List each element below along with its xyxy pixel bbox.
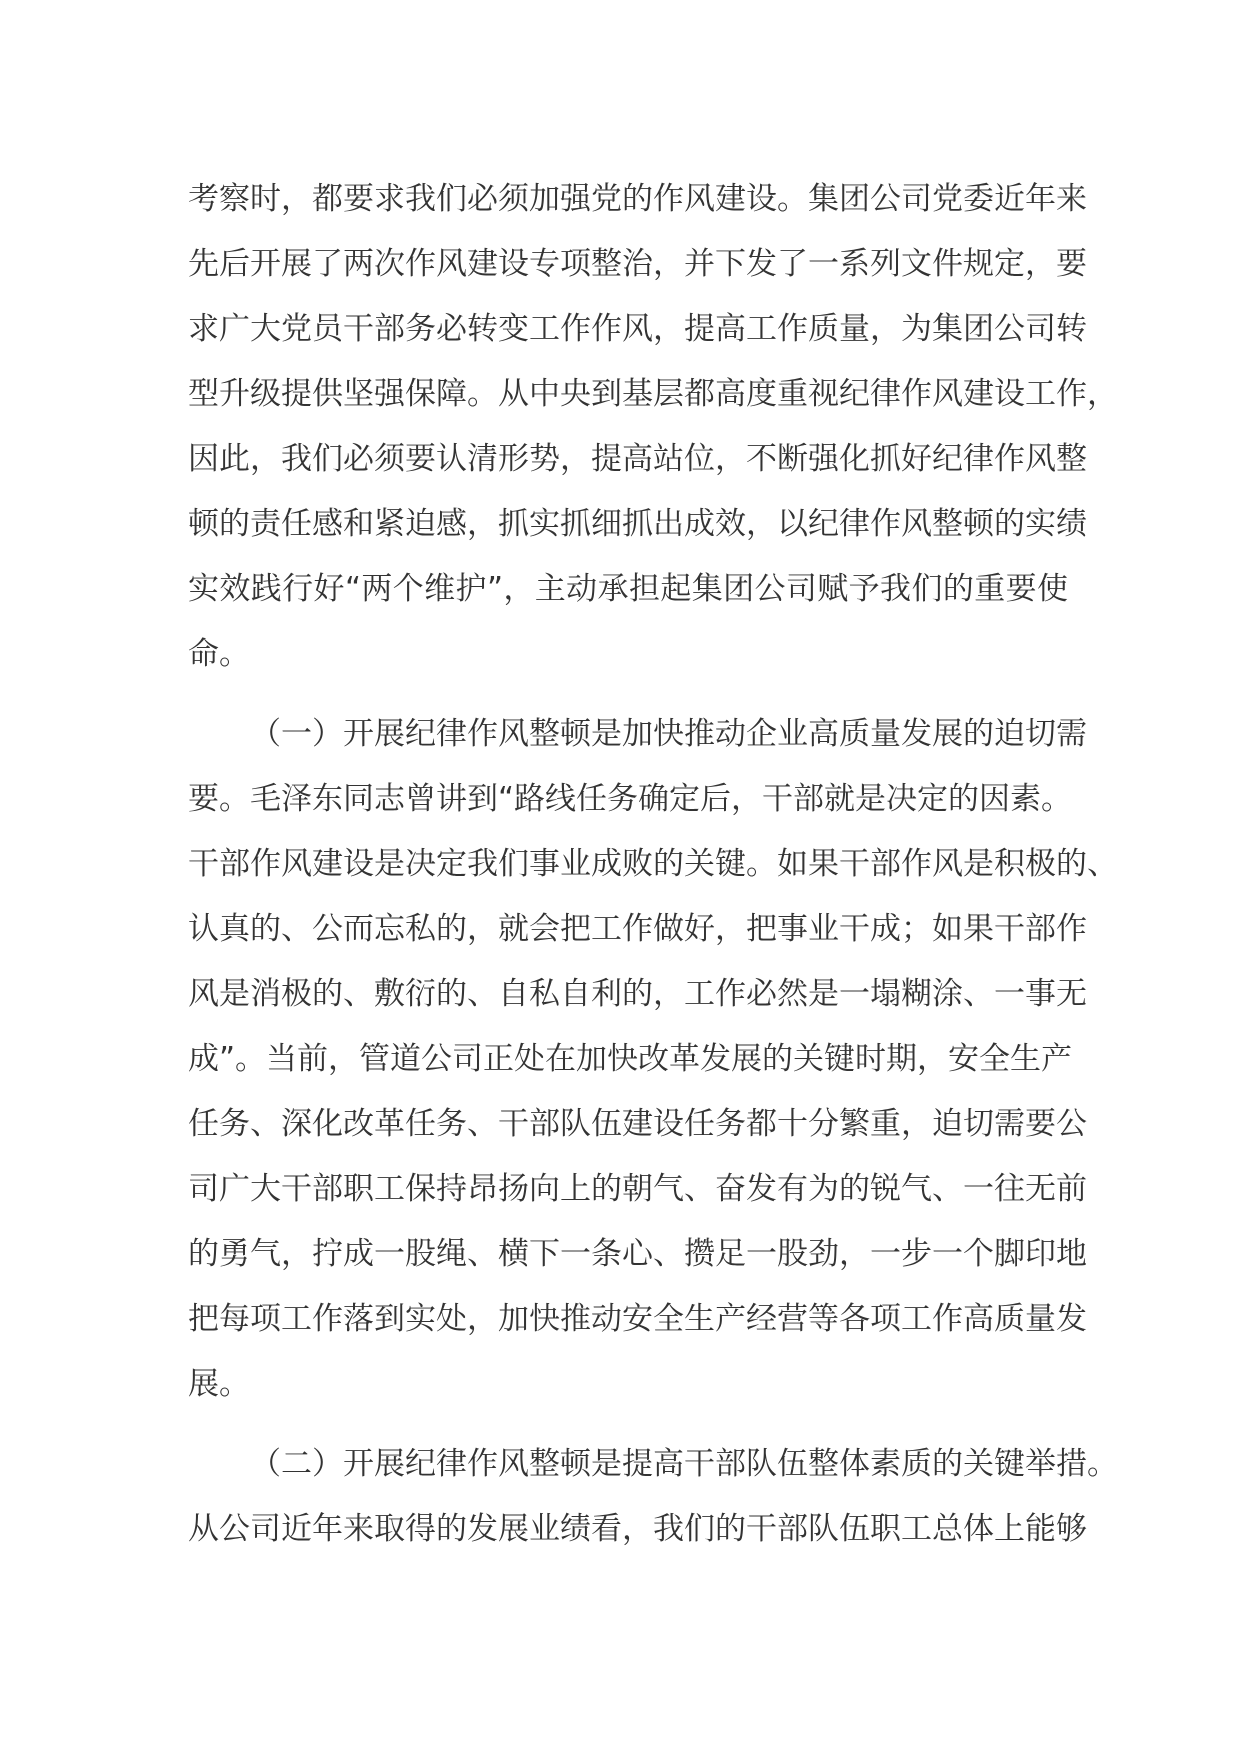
paragraph-3-heading-line: （二）开展纪律作风整顿是提高干部队伍整体素质的关键举措。 bbox=[250, 1446, 1118, 1482]
paragraph-1-line: 实效践行好“两个维护”，主动承担起集团公司赋予我们的重要使 bbox=[188, 571, 1068, 607]
document-body bbox=[188, 167, 1118, 1562]
paragraph-spacer bbox=[188, 687, 1068, 702]
paragraph-2-heading-line: （一）开展纪律作风整顿是加快推动企业高质量发展的迫切需 bbox=[250, 716, 1087, 752]
paragraph-3 bbox=[188, 1432, 1118, 1562]
paragraph-2-line: 任务、深化改革任务、干部队伍建设任务都十分繁重，迫切需要公 bbox=[188, 1106, 1087, 1142]
paragraph-2 bbox=[188, 702, 1118, 1417]
paragraph-1-line: 命。 bbox=[188, 636, 250, 672]
paragraph-1-line: 先后开展了两次作风建设专项整治，并下发了一系列文件规定，要 bbox=[188, 246, 1087, 282]
paragraph-2-line: 风是消极的、敷衍的、自私自利的，工作必然是一塌糊涂、一事无 bbox=[188, 976, 1087, 1012]
paragraph-2-line: 成”。当前，管道公司正处在加快改革发展的关键时期，安全生产 bbox=[188, 1041, 1073, 1077]
paragraph-1-line: 求广大党员干部务必转变工作作风，提高工作质量，为集团公司转 bbox=[188, 311, 1087, 347]
paragraph-spacer bbox=[188, 1417, 1068, 1432]
paragraph-2-line: 干部作风建设是决定我们事业成败的关键。如果干部作风是积极的、 bbox=[188, 846, 1118, 882]
paragraph-2-line: 展。 bbox=[188, 1366, 250, 1402]
paragraph-2-line: 把每项工作落到实处，加快推动安全生产经营等各项工作高质量发 bbox=[188, 1301, 1087, 1337]
paragraph-2-line: 的勇气，拧成一股绳、横下一条心、攒足一股劲，一步一个脚印地 bbox=[188, 1236, 1087, 1272]
paragraph-1-line: 因此，我们必须要认清形势，提高站位，不断强化抓好纪律作风整 bbox=[188, 441, 1087, 477]
paragraph-3-line: 从公司近年来取得的发展业绩看，我们的干部队伍职工总体上能够 bbox=[188, 1511, 1087, 1547]
paragraph-1 bbox=[188, 167, 1118, 687]
paragraph-1-line: 顿的责任感和紧迫感，抓实抓细抓出成效，以纪律作风整顿的实绩 bbox=[188, 506, 1087, 542]
paragraph-1-line: 考察时，都要求我们必须加强党的作风建设。集团公司党委近年来 bbox=[188, 181, 1087, 217]
paragraph-2-line: 认真的、公而忘私的，就会把工作做好，把事业干成；如果干部作 bbox=[188, 911, 1087, 947]
paragraph-2-line: 司广大干部职工保持昂扬向上的朝气、奋发有为的锐气、一往无前 bbox=[188, 1171, 1087, 1207]
paragraph-2-line: 要。毛泽东同志曾讲到“路线任务确定后，干部就是决定的因素。 bbox=[188, 781, 1073, 817]
paragraph-1-line: 型升级提供坚强保障。从中央到基层都高度重视纪律作风建设工作， bbox=[188, 376, 1118, 412]
